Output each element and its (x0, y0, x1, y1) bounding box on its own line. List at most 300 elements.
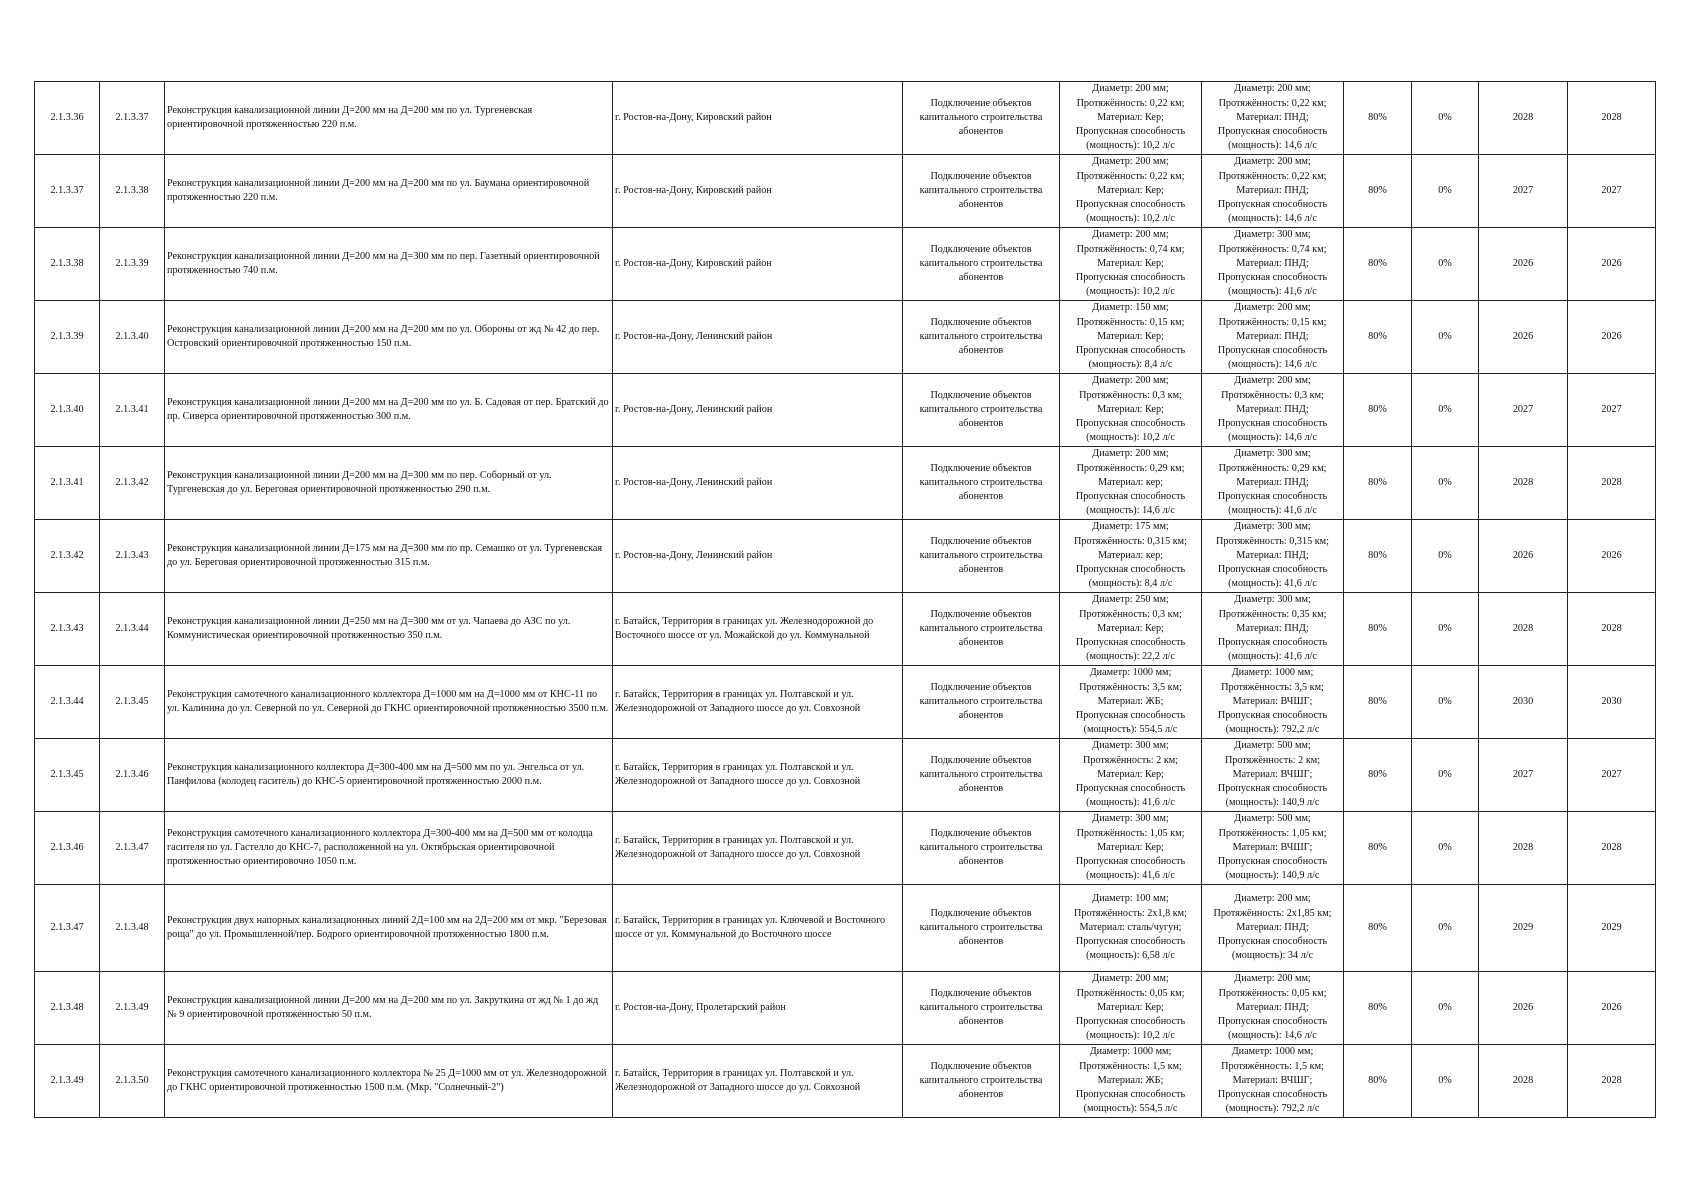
percent-cell: 80% (1344, 520, 1412, 593)
year-start-cell: 2028 (1479, 447, 1568, 520)
project-description-cell: Реконструкция канализационной линии Д=200 мм на Д=300 мм по пер. Газетный ориентировочной протяженностью 740 п.м. (165, 228, 613, 301)
param-line: (мощность): 8,4 л/с (1088, 359, 1173, 371)
table-row (35, 301, 1656, 374)
item-number-cell: 2.1.3.40 (100, 301, 165, 374)
param-line: Диаметр: 200 мм; (1234, 375, 1311, 387)
param-line: (мощность): 41,6 л/с (1228, 651, 1317, 663)
percent-cell: 80% (1344, 447, 1412, 520)
purpose-cell: Подключение объектов капитального строительства абонентов (903, 301, 1060, 374)
project-description-cell: Реконструкция самотечного канализационного коллектора № 25 Д=1000 мм от ул. Железнодорожной до ГКНС ориентировочной протяженностью 1500 п.м. (Мкр. "Солнечный-2") (165, 1045, 613, 1118)
year-end-cell: 2027 (1568, 374, 1656, 447)
percent-cell: 80% (1344, 301, 1412, 374)
year-start-cell: 2028 (1479, 593, 1568, 666)
param-line: Протяжённость: 0,35 км; (1218, 608, 1327, 620)
row-number-cell: 2.1.3.36 (35, 82, 100, 155)
params-after-cell (1202, 593, 1344, 666)
param-line: Диаметр: 200 мм; (1234, 893, 1311, 905)
param-line: Материал: кер; (1097, 476, 1164, 488)
location-cell: г. Батайск, Территория в границах ул. Ключевой и Восточного шоссе от ул. Коммунальной до Восточного шоссе (613, 885, 903, 972)
param-line: Протяжённость: 3,5 км; (1079, 681, 1182, 693)
param-line: (мощность): 14,6 л/с (1228, 140, 1317, 152)
percent-cell: 0% (1412, 447, 1479, 520)
table-row (35, 593, 1656, 666)
params-before-cell (1060, 520, 1202, 593)
param-line: Материал: ПНД; (1236, 257, 1309, 269)
param-line: Протяжённость: 0,315 км; (1074, 535, 1187, 547)
param-line: (мощность): 41,6 л/с (1228, 505, 1317, 517)
param-line: Протяжённость: 0,05 км; (1218, 987, 1327, 999)
year-start-cell: 2026 (1479, 972, 1568, 1045)
param-line: Материал: ПНД; (1236, 549, 1309, 561)
percent-cell: 0% (1412, 972, 1479, 1045)
year-end-cell: 2028 (1568, 82, 1656, 155)
year-start-cell: 2029 (1479, 885, 1568, 972)
param-line: Диаметр: 150 мм; (1092, 302, 1169, 314)
param-line: Протяжённость: 0,22 км; (1218, 97, 1327, 109)
params-after-cell (1202, 739, 1344, 812)
param-line: Диаметр: 500 мм; (1234, 813, 1311, 825)
param-line: Пропускная способность (1075, 564, 1186, 576)
location-cell: г. Батайск, Территория в границах ул. Железнодорожной до Восточного шоссе от ул. Можайской до ул. Коммунальной (613, 593, 903, 666)
param-line: Материал: Кер; (1097, 184, 1164, 196)
params-after-cell (1202, 885, 1344, 972)
year-start-cell: 2028 (1479, 82, 1568, 155)
table-row (35, 666, 1656, 739)
location-cell: г. Ростов-на-Дону, Ленинский район (613, 520, 903, 593)
param-line: Диаметр: 200 мм; (1092, 83, 1169, 95)
location-cell: г. Ростов-на-Дону, Кировский район (613, 228, 903, 301)
params-after-cell (1202, 374, 1344, 447)
param-line: Диаметр: 200 мм; (1092, 375, 1169, 387)
year-end-cell: 2028 (1568, 812, 1656, 885)
percent-cell: 0% (1412, 666, 1479, 739)
row-number-cell: 2.1.3.42 (35, 520, 100, 593)
percent-cell: 80% (1344, 812, 1412, 885)
params-after-cell (1202, 155, 1344, 228)
param-line: Пропускная способность (1217, 345, 1328, 357)
table-row (35, 1045, 1656, 1118)
params-before-cell (1060, 812, 1202, 885)
item-number-cell: 2.1.3.48 (100, 885, 165, 972)
percent-cell: 0% (1412, 155, 1479, 228)
param-line: Материал: Кер; (1097, 111, 1164, 123)
params-before-cell (1060, 739, 1202, 812)
param-line: Материал: Кер; (1097, 257, 1164, 269)
year-start-cell: 2026 (1479, 301, 1568, 374)
param-line: Пропускная способность (1217, 564, 1328, 576)
param-line: Материал: ЖБ; (1097, 695, 1164, 707)
param-line: Материал: ПНД; (1236, 1001, 1309, 1013)
investment-program-table (34, 81, 1656, 1118)
param-line: Материал: ПНД; (1236, 403, 1309, 415)
table-row (35, 520, 1656, 593)
param-line: Диаметр: 1000 мм; (1089, 1046, 1172, 1058)
params-after-cell (1202, 1045, 1344, 1118)
param-line: Диаметр: 1000 мм; (1089, 667, 1172, 679)
param-line: (мощность): 41,6 л/с (1086, 870, 1175, 882)
item-number-cell: 2.1.3.43 (100, 520, 165, 593)
param-line: Пропускная способность (1217, 272, 1328, 284)
param-line: Протяжённость: 2 км; (1224, 754, 1321, 766)
year-end-cell: 2026 (1568, 520, 1656, 593)
param-line: (мощность): 6,58 л/с (1086, 950, 1175, 962)
param-line: Диаметр: 300 мм; (1234, 229, 1311, 241)
param-line: Протяжённость: 1,05 км; (1218, 827, 1327, 839)
param-line: Материал: ПНД; (1236, 622, 1309, 634)
year-end-cell: 2029 (1568, 885, 1656, 972)
param-line: (мощность): 14,6 л/с (1086, 505, 1175, 517)
percent-cell: 0% (1412, 301, 1479, 374)
params-before-cell (1060, 1045, 1202, 1118)
param-line: Пропускная способность (1217, 856, 1328, 868)
params-after-cell (1202, 812, 1344, 885)
param-line: (мощность): 140,9 л/с (1225, 797, 1320, 809)
percent-cell: 0% (1412, 520, 1479, 593)
purpose-cell: Подключение объектов капитального строительства абонентов (903, 885, 1060, 972)
percent-cell: 80% (1344, 593, 1412, 666)
param-line: Диаметр: 300 мм; (1092, 740, 1169, 752)
params-after-cell (1202, 447, 1344, 520)
year-start-cell: 2027 (1479, 155, 1568, 228)
params-after-cell (1202, 972, 1344, 1045)
param-line: Протяжённость: 1,05 км; (1076, 827, 1185, 839)
param-line: (мощность): 10,2 л/с (1086, 432, 1175, 444)
params-before-cell (1060, 374, 1202, 447)
param-line: Пропускная способность (1075, 126, 1186, 138)
row-number-cell: 2.1.3.43 (35, 593, 100, 666)
param-line: Материал: ВЧШГ; (1232, 1074, 1313, 1086)
param-line: (мощность): 14,6 л/с (1228, 1030, 1317, 1042)
year-end-cell: 2026 (1568, 301, 1656, 374)
param-line: Протяжённость: 0,22 км; (1076, 97, 1185, 109)
param-line: Пропускная способность (1075, 936, 1186, 948)
project-description-cell: Реконструкция канализационной линии Д=175 мм на Д=300 мм по пр. Семашко от ул. Тургеневская до ул. Береговая ориентировочной протяженностью 315 п.м. (165, 520, 613, 593)
row-number-cell: 2.1.3.39 (35, 301, 100, 374)
param-line: Диаметр: 200 мм; (1234, 83, 1311, 95)
param-line: Материал: ВЧШГ; (1232, 841, 1313, 853)
param-line: (мощность): 792,2 л/с (1225, 724, 1320, 736)
param-line: (мощность): 10,2 л/с (1086, 286, 1175, 298)
param-line: Протяжённость: 0,29 км; (1076, 462, 1185, 474)
row-number-cell: 2.1.3.49 (35, 1045, 100, 1118)
param-line: Диаметр: 1000 мм; (1231, 667, 1314, 679)
percent-cell: 80% (1344, 155, 1412, 228)
param-line: Протяжённость: 0,315 км; (1216, 535, 1329, 547)
param-line: Диаметр: 175 мм; (1092, 521, 1169, 533)
table-row (35, 972, 1656, 1045)
param-line: Пропускная способность (1075, 1016, 1186, 1028)
project-description-cell: Реконструкция канализационной линии Д=200 мм на Д=200 мм по ул. Б. Садовая от пер. Братский до пр. Сиверса ориентировочной протяженностью 300 п.м. (165, 374, 613, 447)
purpose-cell: Подключение объектов капитального строительства абонентов (903, 520, 1060, 593)
year-end-cell: 2027 (1568, 739, 1656, 812)
percent-cell: 80% (1344, 228, 1412, 301)
purpose-cell: Подключение объектов капитального строительства абонентов (903, 739, 1060, 812)
param-line: (мощность): 22,2 л/с (1086, 651, 1175, 663)
row-number-cell: 2.1.3.37 (35, 155, 100, 228)
param-line: (мощность): 792,2 л/с (1225, 1103, 1320, 1115)
params-before-cell (1060, 82, 1202, 155)
project-description-cell: Реконструкция канализационной линии Д=200 мм на Д=200 мм по ул. Обороны от жд № 42 до пер. Островский ориентировочной протяженностью 150 п.м. (165, 301, 613, 374)
params-before-cell (1060, 972, 1202, 1045)
item-number-cell: 2.1.3.50 (100, 1045, 165, 1118)
param-line: (мощность): 8,4 л/с (1088, 578, 1173, 590)
percent-cell: 80% (1344, 374, 1412, 447)
param-line: Пропускная способность (1217, 637, 1328, 649)
percent-cell: 0% (1412, 812, 1479, 885)
table-row (35, 374, 1656, 447)
param-line: Пропускная способность (1217, 710, 1328, 722)
params-before-cell (1060, 666, 1202, 739)
year-end-cell: 2027 (1568, 155, 1656, 228)
param-line: (мощность): 14,6 л/с (1228, 359, 1317, 371)
param-line: (мощность): 10,2 л/с (1086, 1030, 1175, 1042)
location-cell: г. Ростов-на-Дону, Ленинский район (613, 374, 903, 447)
percent-cell: 80% (1344, 739, 1412, 812)
percent-cell: 80% (1344, 666, 1412, 739)
param-line: Материал: ПНД; (1236, 111, 1309, 123)
purpose-cell: Подключение объектов капитального строительства абонентов (903, 82, 1060, 155)
param-line: Диаметр: 100 мм; (1092, 893, 1169, 905)
param-line: (мощность): 41,6 л/с (1228, 286, 1317, 298)
param-line: Пропускная способность (1217, 491, 1328, 503)
item-number-cell: 2.1.3.44 (100, 593, 165, 666)
purpose-cell: Подключение объектов капитального строительства абонентов (903, 374, 1060, 447)
params-before-cell (1060, 155, 1202, 228)
percent-cell: 0% (1412, 228, 1479, 301)
param-line: (мощность): 554,5 л/с (1083, 1103, 1178, 1115)
item-number-cell: 2.1.3.42 (100, 447, 165, 520)
item-number-cell: 2.1.3.47 (100, 812, 165, 885)
param-line: Пропускная способность (1217, 783, 1328, 795)
param-line: Пропускная способность (1075, 272, 1186, 284)
param-line: Диаметр: 300 мм; (1234, 594, 1311, 606)
location-cell: г. Ростов-на-Дону, Ленинский район (613, 301, 903, 374)
year-start-cell: 2027 (1479, 374, 1568, 447)
year-end-cell: 2028 (1568, 447, 1656, 520)
table-row (35, 812, 1656, 885)
project-description-cell: Реконструкция самотечного канализационного коллектора Д=1000 мм на Д=1000 мм от КНС-11 по ул. Калинина до ул. Северной по ул. Северной до ГКНС ориентировочной протяженностью 3500 п.м. (165, 666, 613, 739)
param-line: Пропускная способность (1075, 710, 1186, 722)
param-line: Пропускная способность (1217, 418, 1328, 430)
param-line: Материал: ПНД; (1236, 921, 1309, 933)
params-after-cell (1202, 520, 1344, 593)
param-line: (мощность): 34 л/с (1231, 950, 1314, 962)
percent-cell: 0% (1412, 1045, 1479, 1118)
row-number-cell: 2.1.3.46 (35, 812, 100, 885)
param-line: Диаметр: 300 мм; (1234, 448, 1311, 460)
param-line: (мощность): 14,6 л/с (1228, 432, 1317, 444)
param-line: Пропускная способность (1075, 1089, 1186, 1101)
project-description-cell: Реконструкция самотечного канализационного коллектора Д=300-400 мм на Д=500 мм от колодца гасителя по ул. Гастелло до КНС-7, расположенной на ул. Октябрьская ориентировочной протяженностью ориентировочно 1050 п.м. (165, 812, 613, 885)
purpose-cell: Подключение объектов капитального строительства абонентов (903, 812, 1060, 885)
percent-cell: 80% (1344, 972, 1412, 1045)
item-number-cell: 2.1.3.38 (100, 155, 165, 228)
param-line: Протяжённость: 2х1,85 км; (1213, 907, 1332, 919)
param-line: Пропускная способность (1075, 418, 1186, 430)
percent-cell: 0% (1412, 374, 1479, 447)
year-end-cell: 2026 (1568, 228, 1656, 301)
param-line: Материал: ПНД; (1236, 184, 1309, 196)
param-line: Диаметр: 300 мм; (1092, 813, 1169, 825)
project-description-cell: Реконструкция двух напорных канализационных линий 2Д=100 мм на 2Д=200 мм от мкр. "Березовая роща" до ул. Промышленной/пер. Бодрого ориентировочной протяженностью 1800 п.м. (165, 885, 613, 972)
param-line: Пропускная способность (1217, 936, 1328, 948)
item-number-cell: 2.1.3.45 (100, 666, 165, 739)
param-line: Пропускная способность (1075, 345, 1186, 357)
percent-cell: 0% (1412, 593, 1479, 666)
param-line: Протяжённость: 1,5 км; (1079, 1060, 1182, 1072)
param-line: Протяжённость: 0,3 км; (1221, 389, 1324, 401)
param-line: Протяжённость: 0,22 км; (1076, 170, 1185, 182)
param-line: Пропускная способность (1075, 491, 1186, 503)
purpose-cell: Подключение объектов капитального строительства абонентов (903, 447, 1060, 520)
purpose-cell: Подключение объектов капитального строительства абонентов (903, 155, 1060, 228)
params-before-cell (1060, 593, 1202, 666)
table-row (35, 228, 1656, 301)
params-after-cell (1202, 228, 1344, 301)
param-line: Протяжённость: 0,3 км; (1079, 389, 1182, 401)
param-line: Пропускная способность (1217, 1016, 1328, 1028)
location-cell: г. Батайск, Территория в границах ул. Полтавской и ул. Железнодорожной от Западного шоссе до ул. Совхозной (613, 812, 903, 885)
params-after-cell (1202, 82, 1344, 155)
param-line: Протяжённость: 0,22 км; (1218, 170, 1327, 182)
param-line: Протяжённость: 0,05 км; (1076, 987, 1185, 999)
param-line: Материал: ЖБ; (1097, 1074, 1164, 1086)
percent-cell: 0% (1412, 885, 1479, 972)
item-number-cell: 2.1.3.49 (100, 972, 165, 1045)
percent-cell: 80% (1344, 885, 1412, 972)
purpose-cell: Подключение объектов капитального строительства абонентов (903, 666, 1060, 739)
param-line: Материал: Кер; (1097, 330, 1164, 342)
item-number-cell: 2.1.3.41 (100, 374, 165, 447)
param-line: Протяжённость: 0,15 км; (1076, 316, 1185, 328)
param-line: Материал: Кер; (1097, 768, 1164, 780)
year-start-cell: 2026 (1479, 228, 1568, 301)
year-end-cell: 2030 (1568, 666, 1656, 739)
param-line: Материал: ПНД; (1236, 330, 1309, 342)
location-cell: г. Ростов-на-Дону, Пролетарский район (613, 972, 903, 1045)
param-line: Пропускная способность (1217, 199, 1328, 211)
param-line: Диаметр: 200 мм; (1234, 156, 1311, 168)
row-number-cell: 2.1.3.38 (35, 228, 100, 301)
percent-cell: 0% (1412, 82, 1479, 155)
row-number-cell: 2.1.3.41 (35, 447, 100, 520)
row-number-cell: 2.1.3.48 (35, 972, 100, 1045)
param-line: Материал: сталь/чугун; (1079, 921, 1182, 933)
purpose-cell: Подключение объектов капитального строительства абонентов (903, 972, 1060, 1045)
location-cell: г. Ростов-на-Дону, Ленинский район (613, 447, 903, 520)
param-line: Диаметр: 200 мм; (1092, 973, 1169, 985)
param-line: Протяжённость: 0,74 км; (1218, 243, 1327, 255)
param-line: Материал: ВЧШГ; (1232, 768, 1313, 780)
param-line: Материал: Кер; (1097, 622, 1164, 634)
param-line: Протяжённость: 0,15 км; (1218, 316, 1327, 328)
param-line: Диаметр: 1000 мм; (1231, 1046, 1314, 1058)
param-line: Протяжённость: 1,5 км; (1221, 1060, 1324, 1072)
year-end-cell: 2028 (1568, 1045, 1656, 1118)
param-line: Диаметр: 250 мм; (1092, 594, 1169, 606)
project-description-cell: Реконструкция канализационной линии Д=200 мм на Д=200 мм по ул. Закруткина от жд № 1 до жд № 9 ориентировочной протяженностью 50 п.м. (165, 972, 613, 1045)
params-before-cell (1060, 301, 1202, 374)
year-start-cell: 2028 (1479, 812, 1568, 885)
param-line: Протяжённость: 2 км; (1082, 754, 1179, 766)
param-line: (мощность): 41,6 л/с (1086, 797, 1175, 809)
location-cell: г. Ростов-на-Дону, Кировский район (613, 155, 903, 228)
project-description-cell: Реконструкция канализационного коллектора Д=300-400 мм на Д=500 мм по ул. Энгельса от ул. Панфилова (колодец гаситель) до КНС-5 ориентировочной протяженностью 2000 п.м. (165, 739, 613, 812)
purpose-cell: Подключение объектов капитального строительства абонентов (903, 228, 1060, 301)
param-line: (мощность): 10,2 л/с (1086, 213, 1175, 225)
param-line: Пропускная способность (1075, 637, 1186, 649)
param-line: Пропускная способность (1075, 199, 1186, 211)
location-cell: г. Батайск, Территория в границах ул. Полтавской и ул. Железнодорожной от Западного шоссе до ул. Совхозной (613, 666, 903, 739)
param-line: (мощность): 10,2 л/с (1086, 140, 1175, 152)
param-line: Протяжённость: 2х1,8 км; (1074, 907, 1187, 919)
year-start-cell: 2030 (1479, 666, 1568, 739)
param-line: (мощность): 140,9 л/с (1225, 870, 1320, 882)
project-description-cell: Реконструкция канализационной линии Д=200 мм на Д=200 мм по ул. Тургеневская ориентировочной протяженностью 220 п.м. (165, 82, 613, 155)
project-description-cell: Реконструкция канализационной линии Д=200 мм на Д=300 мм по пер. Соборный от ул. Тургеневская до ул. Береговая ориентировочной протяженностью 290 п.м. (165, 447, 613, 520)
table-row (35, 885, 1656, 972)
param-line: (мощность): 41,6 л/с (1228, 578, 1317, 590)
param-line: Пропускная способность (1075, 856, 1186, 868)
location-cell: г. Батайск, Территория в границах ул. Полтавской и ул. Железнодорожной от Западного шоссе до ул. Совхозной (613, 1045, 903, 1118)
param-line: Диаметр: 200 мм; (1092, 156, 1169, 168)
row-number-cell: 2.1.3.45 (35, 739, 100, 812)
row-number-cell: 2.1.3.44 (35, 666, 100, 739)
param-line: Материал: ВЧШГ; (1232, 695, 1313, 707)
param-line: Пропускная способность (1075, 783, 1186, 795)
table-body (35, 82, 1656, 1118)
item-number-cell: 2.1.3.37 (100, 82, 165, 155)
purpose-cell: Подключение объектов капитального строительства абонентов (903, 593, 1060, 666)
param-line: Диаметр: 200 мм; (1234, 973, 1311, 985)
param-line: Протяжённость: 0,29 км; (1218, 462, 1327, 474)
percent-cell: 80% (1344, 1045, 1412, 1118)
param-line: Протяжённость: 0,3 км; (1079, 608, 1182, 620)
param-line: Протяжённость: 0,74 км; (1076, 243, 1185, 255)
percent-cell: 0% (1412, 739, 1479, 812)
item-number-cell: 2.1.3.46 (100, 739, 165, 812)
param-line: Протяжённость: 3,5 км; (1221, 681, 1324, 693)
param-line: Пропускная способность (1217, 1089, 1328, 1101)
percent-cell: 80% (1344, 82, 1412, 155)
param-line: Материал: Кер; (1097, 403, 1164, 415)
project-description-cell: Реконструкция канализационной линии Д=250 мм на Д=300 мм от ул. Чапаева до АЗС по ул. Коммунистическая ориентировочной протяженностью 350 п.м. (165, 593, 613, 666)
location-cell: г. Ростов-на-Дону, Кировский район (613, 82, 903, 155)
row-number-cell: 2.1.3.40 (35, 374, 100, 447)
table-row (35, 447, 1656, 520)
params-after-cell (1202, 666, 1344, 739)
params-before-cell (1060, 228, 1202, 301)
param-line: Диаметр: 200 мм; (1234, 302, 1311, 314)
param-line: Материал: Кер; (1097, 841, 1164, 853)
item-number-cell: 2.1.3.39 (100, 228, 165, 301)
param-line: Материал: Кер; (1097, 1001, 1164, 1013)
purpose-cell: Подключение объектов капитального строительства абонентов (903, 1045, 1060, 1118)
location-cell: г. Батайск, Территория в границах ул. Полтавской и ул. Железнодорожной от Западного шоссе до ул. Совхозной (613, 739, 903, 812)
param-line: Диаметр: 500 мм; (1234, 740, 1311, 752)
param-line: Пропускная способность (1217, 126, 1328, 138)
year-end-cell: 2028 (1568, 593, 1656, 666)
table-row (35, 739, 1656, 812)
table-row (35, 155, 1656, 228)
table-row (35, 82, 1656, 155)
year-start-cell: 2026 (1479, 520, 1568, 593)
param-line: (мощность): 14,6 л/с (1228, 213, 1317, 225)
param-line: Диаметр: 200 мм; (1092, 229, 1169, 241)
param-line: Материал: ПНД; (1236, 476, 1309, 488)
year-end-cell: 2026 (1568, 972, 1656, 1045)
row-number-cell: 2.1.3.47 (35, 885, 100, 972)
